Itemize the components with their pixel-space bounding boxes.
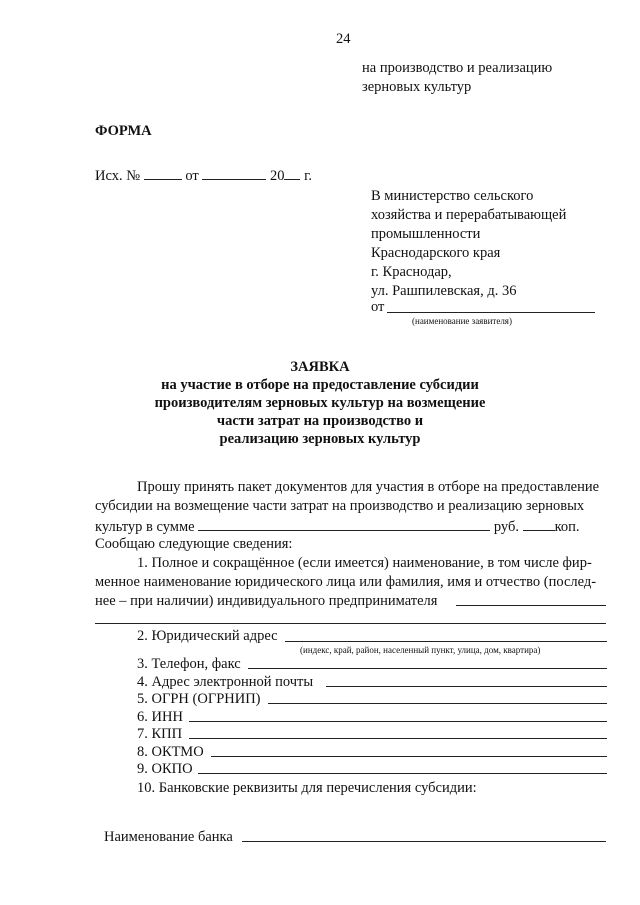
bank-details-label: 10. Банковские реквизиты для перечисления субсидии: xyxy=(137,780,477,796)
request-paragraph-line-2: субсидии на возмещение части затрат на производство и реализацию зерновых xyxy=(95,498,585,514)
email-field[interactable] xyxy=(326,686,607,687)
outgoing-from: от xyxy=(185,168,199,184)
item-1-line-3: нее – при наличии) индивидуального предпринимателя xyxy=(95,593,438,609)
outgoing-prefix: Исх. № xyxy=(95,168,141,184)
document-subtitle-line: реализацию зерновых культур xyxy=(219,431,421,447)
applicant-name-caption: (наименование заявителя) xyxy=(412,316,512,326)
document-subtitle-line: на участие в отборе на предоставление субсидии xyxy=(161,377,479,393)
entity-name-field-continued[interactable] xyxy=(95,623,606,624)
oktmo-field[interactable] xyxy=(211,756,607,757)
form-label: ФОРМА xyxy=(95,123,152,139)
inn-label: 6. ИНН xyxy=(137,709,183,725)
item-1-line-1: 1. Полное и сокращённое (если имеется) наименование, в том числе фир- xyxy=(137,555,592,571)
amount-kop-field[interactable] xyxy=(523,516,555,531)
header-note-line-1: на производство и реализацию xyxy=(362,60,553,76)
outgoing-year-prefix: 20 xyxy=(269,168,285,184)
document-subtitle-line: части затрат на производство и xyxy=(216,413,424,429)
entity-name-field[interactable] xyxy=(456,605,606,606)
applicant-name-field[interactable] xyxy=(387,312,595,313)
email-label: 4. Адрес электронной почты xyxy=(137,674,314,690)
phone-label: 3. Телефон, факс xyxy=(137,656,241,672)
addressee-line: В министерство сельского xyxy=(371,188,534,204)
ogrn-label: 5. ОГРН (ОГРНИП) xyxy=(137,691,261,707)
outgoing-number-field[interactable] xyxy=(144,165,182,180)
addressee-line: ул. Рашпилевская, д. 36 xyxy=(371,283,517,299)
amount-label: культур в сумме xyxy=(95,519,195,535)
header-note-line-2: зерновых культур xyxy=(362,79,472,95)
inn-field[interactable] xyxy=(189,721,607,722)
kop-label: коп. xyxy=(554,519,580,535)
kpp-label: 7. КПП xyxy=(137,726,183,742)
info-intro: Сообщаю следующие сведения: xyxy=(95,536,293,552)
request-paragraph-line-3 xyxy=(95,516,580,536)
legal-address-label: 2. Юридический адрес xyxy=(137,628,278,644)
outgoing-date-field[interactable] xyxy=(202,165,266,180)
addressee-line: Краснодарского края xyxy=(371,245,501,261)
document-title: ЗАЯВКА xyxy=(290,359,350,375)
oktmo-label: 8. ОКТМО xyxy=(137,744,204,760)
request-paragraph-line-1: Прошу принять пакет документов для участия в отборе на предоставление xyxy=(137,479,600,495)
outgoing-line xyxy=(95,165,312,185)
kpp-field[interactable] xyxy=(189,738,607,739)
amount-rub-field[interactable] xyxy=(198,516,490,531)
phone-field[interactable] xyxy=(248,668,607,669)
item-1-line-2: менное наименование юридического лица или фамилия, имя и отчество (послед- xyxy=(95,574,597,590)
addressee-line: г. Краснодар, xyxy=(371,264,452,280)
addressee-line: хозяйства и перерабатывающей xyxy=(371,207,567,223)
document-subtitle-line: производителям зерновых культур на возмещение xyxy=(154,395,486,411)
okpo-field[interactable] xyxy=(198,773,607,774)
okpo-label: 9. ОКПО xyxy=(137,761,193,777)
bank-name-label: Наименование банка xyxy=(104,829,233,845)
legal-address-caption: (индекс, край, район, населенный пункт, улица, дом, квартира) xyxy=(300,645,541,655)
addressee-line: промышленности xyxy=(371,226,481,242)
ogrn-field[interactable] xyxy=(268,703,607,704)
outgoing-year-suffix: г. xyxy=(304,168,313,184)
outgoing-year-field[interactable] xyxy=(284,165,300,180)
rub-label: руб. xyxy=(493,519,519,535)
legal-address-field[interactable] xyxy=(285,641,607,642)
page-number: 24 xyxy=(336,31,351,47)
bank-name-field[interactable] xyxy=(242,841,606,842)
applicant-from-label: от xyxy=(371,299,385,315)
